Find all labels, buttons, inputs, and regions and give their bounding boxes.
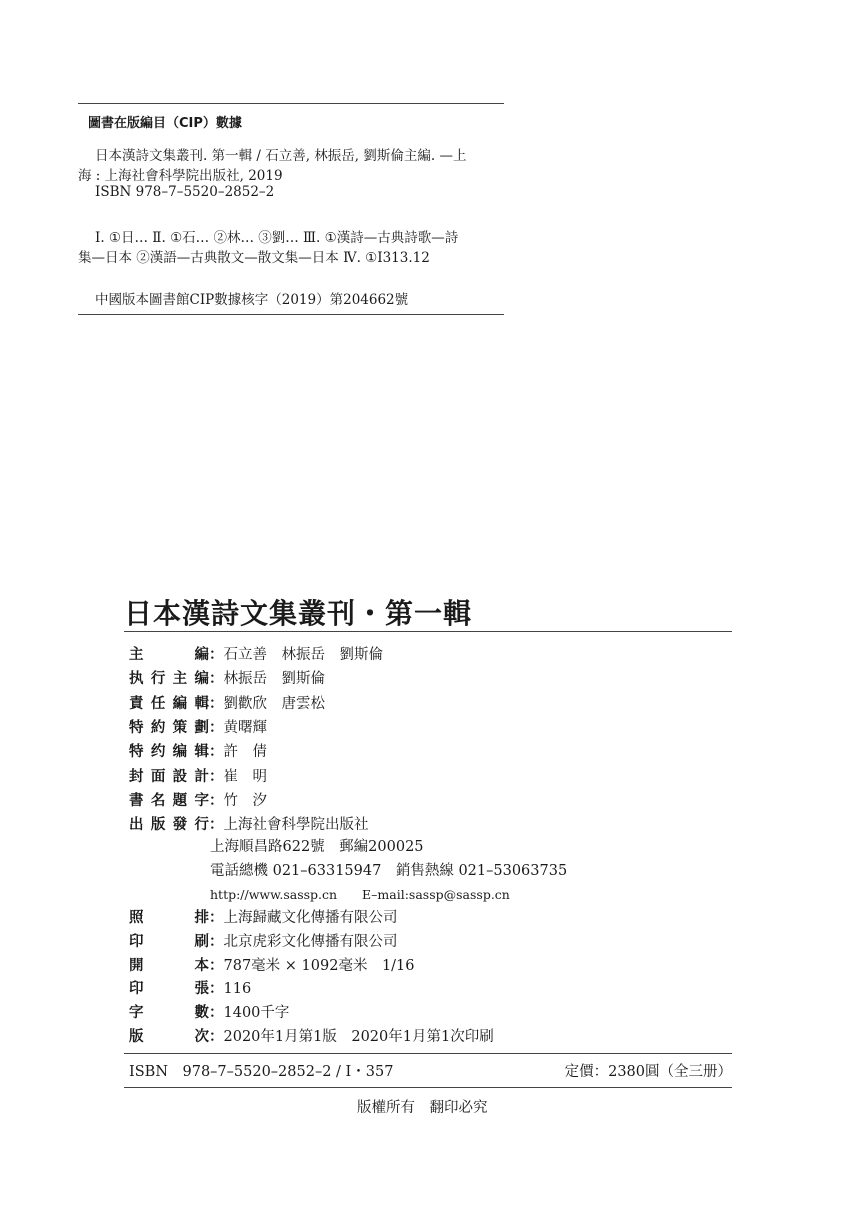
colophon-row bbox=[129, 692, 325, 714]
colophon-colon: ： bbox=[209, 768, 224, 785]
colophon-colon: ： bbox=[209, 910, 224, 926]
colophon-value: 許 倩 bbox=[223, 744, 267, 761]
colophon-colon: ： bbox=[209, 957, 224, 974]
colophon-label: 特 约 编 辑 bbox=[129, 744, 209, 761]
colophon-value: 787毫米 × 1092毫米 1/16 bbox=[223, 957, 415, 974]
colophon-colon: ： bbox=[209, 981, 224, 998]
colophon-value: 崔 明 bbox=[223, 768, 267, 785]
cip-line-5: 集—日本 ②漢語—古典散文—散文集—日本 Ⅳ. ①I313.12 bbox=[78, 250, 430, 266]
colophon-label: 封 面 設 計 bbox=[129, 768, 209, 785]
colophon-value: 竹 汐 bbox=[223, 792, 267, 809]
cip-line-1: 日本漢詩文集叢刊. 第一輯 / 石立善, 林振岳, 劉斯倫主編. —上 bbox=[95, 148, 467, 164]
colophon-row bbox=[129, 765, 267, 787]
colophon-row bbox=[129, 954, 415, 976]
colophon-value: 2020年1月第1版 2020年1月第1次印刷 bbox=[223, 1029, 494, 1045]
isbn-number: ISBN 978–7–5520–2852–2 / I・357 bbox=[129, 1064, 394, 1080]
colophon-value: 北京虎彩文化傳播有限公司 bbox=[223, 933, 398, 950]
cip-line-2: 海 : 上海社會科學院出版社, 2019 bbox=[78, 168, 283, 184]
colophon-value: 劉歡欣 唐雲松 bbox=[223, 695, 325, 712]
cip-isbn: ISBN 978–7–5520–2852–2 bbox=[95, 184, 275, 200]
colophon-row bbox=[129, 1001, 289, 1023]
colophon-label: 印 刷 bbox=[129, 933, 209, 950]
colophon-colon: ： bbox=[209, 1005, 224, 1022]
colophon-label: 执 行 主 编 bbox=[129, 671, 209, 688]
colophon-colon: ： bbox=[209, 647, 224, 663]
colophon-label: 開 本 bbox=[129, 957, 209, 974]
colophon-row bbox=[129, 789, 267, 811]
colophon-colon: ： bbox=[209, 744, 224, 761]
colophon-row bbox=[129, 1025, 494, 1047]
publisher-web: http://www.sassp.cn E–mail:sassp@sassp.cn bbox=[210, 887, 510, 902]
cip-title: 圖書在版編目（CIP）數據 bbox=[88, 116, 242, 131]
colophon-label: 書 名 題 字 bbox=[129, 792, 209, 809]
price: 定價：2380圓（全三册） bbox=[564, 1064, 732, 1080]
colophon-label: 印 張 bbox=[129, 981, 209, 998]
colophon-value: 林振岳 劉斯倫 bbox=[223, 671, 325, 688]
colophon-colon: ： bbox=[209, 817, 224, 834]
colophon-row bbox=[129, 930, 398, 952]
colophon-row bbox=[129, 667, 325, 689]
colophon-row bbox=[129, 813, 369, 835]
cip-verification: 中國版本圖書館CIP數據核字（2019）第204662號 bbox=[95, 292, 409, 308]
isbn-price-row bbox=[129, 1060, 732, 1081]
colophon-value: 黄曙輝 bbox=[223, 719, 267, 736]
colophon-colon: ： bbox=[209, 671, 224, 688]
colophon-row bbox=[129, 740, 267, 762]
colophon-value: 1400千字 bbox=[223, 1005, 290, 1022]
cip-bottom-rule bbox=[78, 314, 504, 315]
cip-line-4: Ⅰ. ①日… Ⅱ. ①石… ②林… ③劉… Ⅲ. ①漢詩—古典詩歌—詩 bbox=[95, 230, 459, 246]
colophon-colon: ： bbox=[209, 719, 224, 736]
colophon-label: 責 任 編 輯 bbox=[129, 695, 209, 712]
colophon-colon: ： bbox=[209, 695, 224, 712]
colophon-label: 主 編 bbox=[129, 647, 209, 663]
isbn-bottom-rule bbox=[124, 1087, 732, 1088]
colophon-colon: ： bbox=[209, 1029, 224, 1045]
colophon-row bbox=[129, 643, 383, 665]
colophon-colon: ： bbox=[209, 933, 224, 950]
colophon-row bbox=[129, 716, 267, 738]
colophon-value: 石立善 林振岳 劉斯倫 bbox=[223, 647, 383, 663]
cip-top-rule bbox=[78, 103, 504, 104]
colophon-row bbox=[129, 977, 251, 999]
colophon-label: 照 排 bbox=[129, 910, 209, 926]
title-rule bbox=[124, 631, 732, 632]
isbn-top-rule bbox=[124, 1053, 732, 1054]
colophon-label: 字 數 bbox=[129, 1005, 209, 1022]
colophon-value: 116 bbox=[223, 981, 252, 998]
publisher-address: 上海順昌路622號 郵編200025 bbox=[210, 839, 424, 855]
colophon-label: 出 版 發 行 bbox=[129, 817, 209, 834]
colophon-value: 上海歸藏文化傳播有限公司 bbox=[223, 910, 398, 926]
publisher-phone: 電話總機 021–63315947 銷售熱線 021–53063735 bbox=[210, 863, 568, 879]
colophon-label: 特 約 策 劃 bbox=[129, 719, 209, 736]
book-title: 日本漢詩文集叢刊・第一輯 bbox=[124, 597, 473, 630]
colophon-row bbox=[129, 906, 398, 928]
colophon-value: 上海社會科學院出版社 bbox=[223, 817, 369, 834]
colophon-label: 版 次 bbox=[129, 1029, 209, 1045]
copyright-notice: 版權所有 翻印必究 bbox=[357, 1100, 488, 1116]
colophon-colon: ： bbox=[209, 792, 224, 809]
